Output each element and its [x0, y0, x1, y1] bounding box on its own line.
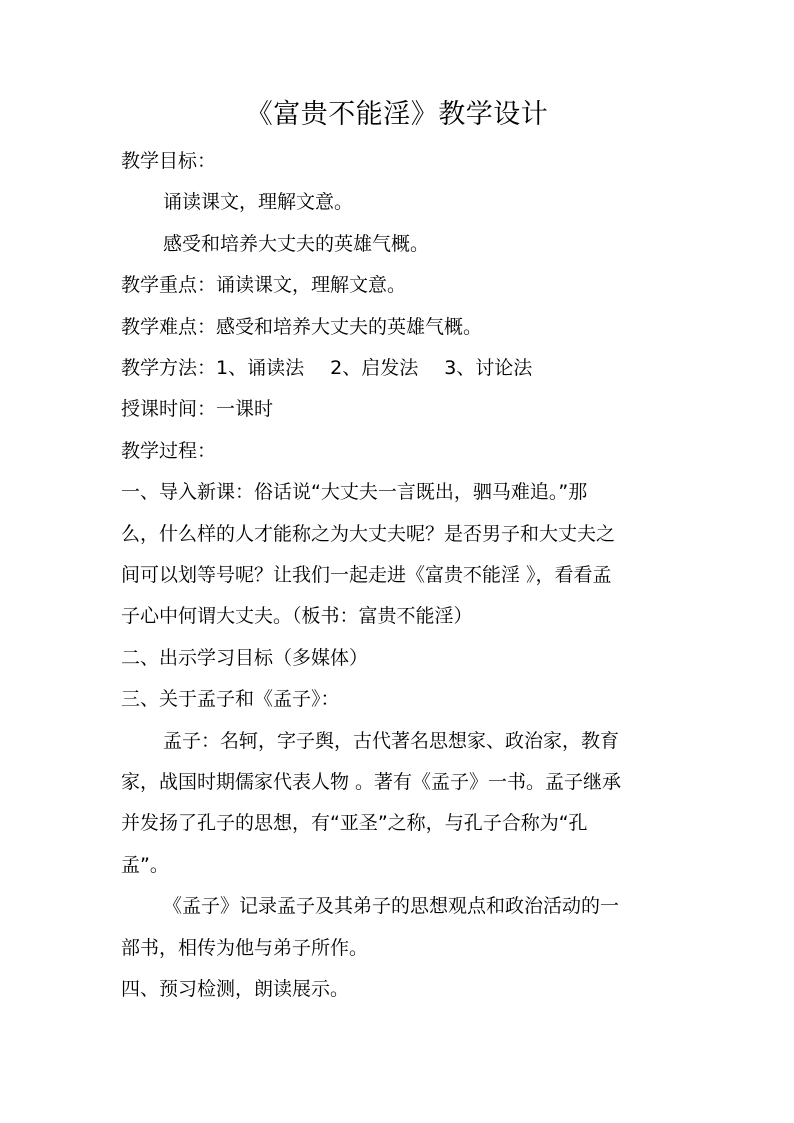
document-body: [121, 141, 677, 1010]
key-point: 教学重点：诵读课文，理解文意。: [121, 274, 407, 297]
method-3: 3、讨论法: [444, 356, 533, 379]
step4: 四、预习检测，朗读展示。: [121, 977, 350, 1000]
process-label: 教学过程：: [121, 439, 217, 462]
mencius-line-3: 并发扬了孔子的思想，有“亚圣”之称，与孔子合称为“孔: [121, 812, 588, 835]
mencius-line-4: 孟”。: [121, 853, 169, 876]
step1-line-2: 么，什么样的人才能称之为大丈夫呢？是否男子和大丈夫之: [121, 522, 616, 545]
method-2: 2、启发法: [330, 356, 419, 379]
mencius-line-1: 孟子：名轲，字子舆，古代著名思想家、政治家，教育: [163, 729, 620, 752]
teaching-methods: [121, 348, 677, 389]
step1-line-4: 子心中何谓大丈夫。（板书：富贵不能淫）: [121, 605, 473, 628]
method-1: 1、诵读法: [216, 356, 305, 379]
step2: 二、出示学习目标（多媒体）: [121, 646, 369, 669]
methods-label: 教学方法：: [121, 356, 217, 379]
book-line-2: 部书，相传为他与弟子所作。: [121, 936, 369, 959]
book-line-1: 《孟子》记录孟子及其弟子的思想观点和政治活动的一: [163, 895, 620, 918]
step1-line-1: 一、导入新课：俗话说“大丈夫一言既出，驷马难追。”那: [121, 481, 588, 504]
objective-item-2: 感受和培养大丈夫的英雄气概。: [163, 232, 430, 255]
step3: 三、关于孟子和《孟子》：: [121, 688, 340, 711]
step1-line-3: 间可以划等号呢？让我们一起走进《富贵不能淫 》，看看孟: [121, 563, 612, 586]
document-title: 《富贵不能淫》教学设计: [245, 99, 549, 130]
mencius-line-2: 家，战国时期儒家代表人物 。著有《孟子》一书。孟子继承: [121, 770, 622, 793]
class-time: 授课时间：一课时: [121, 398, 274, 421]
difficulty: 教学难点：感受和培养大丈夫的英雄气概。: [121, 315, 483, 338]
objectives-label: 教学目标：: [121, 150, 217, 172]
objective-item-1: 诵读课文，理解文意。: [163, 191, 354, 214]
